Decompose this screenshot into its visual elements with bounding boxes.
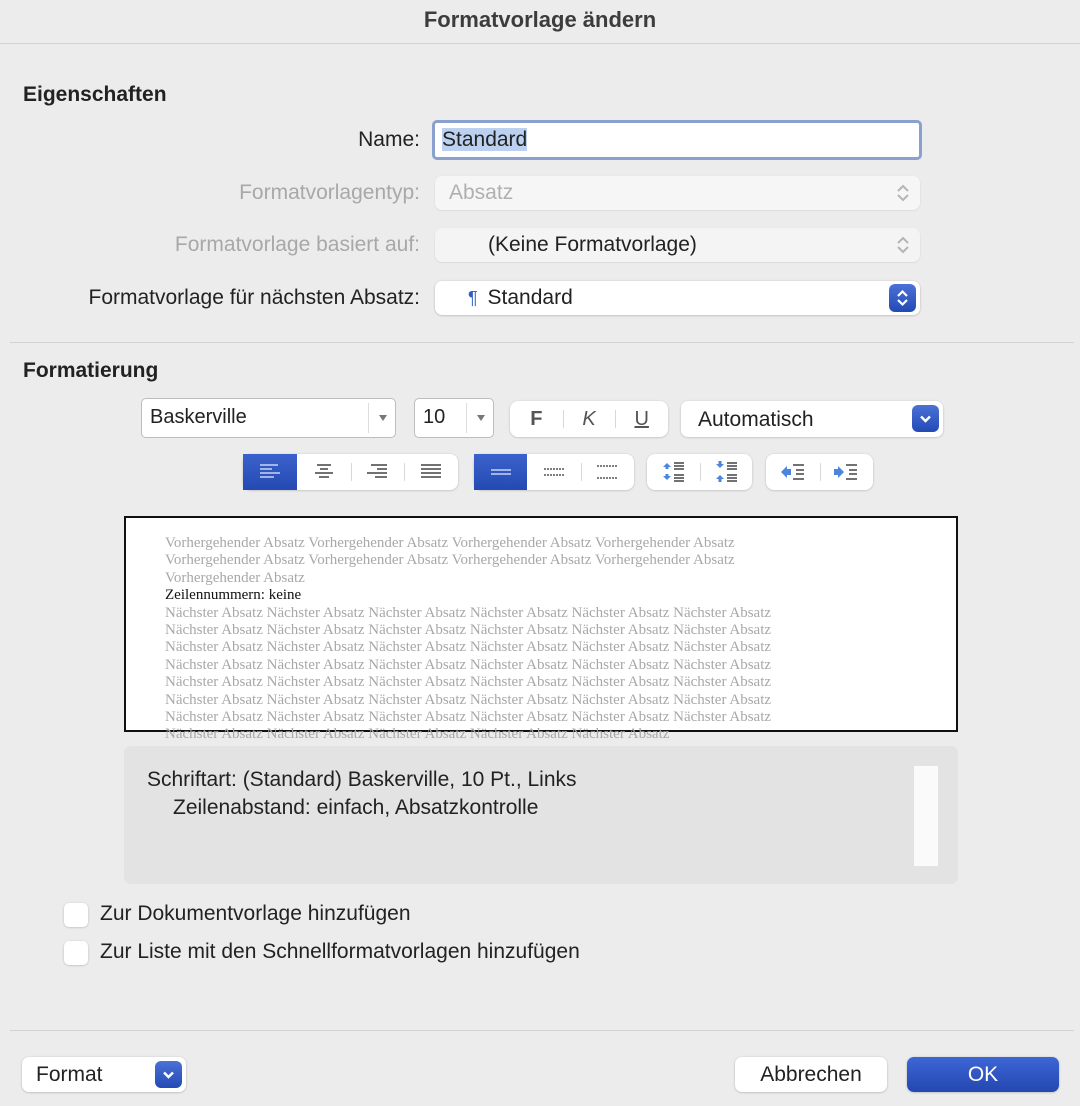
- next-style-select[interactable]: [435, 281, 920, 315]
- ok-button[interactable]: OK: [907, 1057, 1059, 1092]
- font-combobox[interactable]: [141, 398, 396, 438]
- add-to-template-label[interactable]: Zur Dokumentvorlage hinzufügen: [100, 902, 411, 925]
- align-justify-button[interactable]: [404, 454, 458, 490]
- preview-next-line: Nächster Absatz Nächster Absatz Nächster Absatz Nächster Absatz Nächster Absatz Nächster Absatz: [165, 691, 772, 708]
- line-spacing-onehalf-button[interactable]: [527, 454, 580, 490]
- increase-spacing-icon: [660, 460, 686, 484]
- name-input[interactable]: [432, 120, 922, 160]
- add-to-quick-styles-checkbox[interactable]: [64, 941, 88, 965]
- add-to-quick-styles-label[interactable]: Zur Liste mit den Schnellformatvorlagen hinzufügen: [100, 940, 580, 963]
- decrease-spacing-icon: [713, 460, 739, 484]
- italic-button[interactable]: [563, 401, 616, 437]
- line-spacing-single-button[interactable]: [474, 454, 527, 490]
- description-scrollbar[interactable]: [914, 766, 938, 866]
- font-style-group: [510, 401, 668, 437]
- cancel-button[interactable]: Abbrechen: [735, 1057, 887, 1092]
- style-type-value: Absatz: [449, 181, 514, 204]
- preview-next-line: Nächster Absatz Nächster Absatz Nächster Absatz Nächster Absatz Nächster Absatz Nächster Absatz: [165, 639, 772, 656]
- italic-icon: K: [582, 407, 596, 430]
- pilcrow-icon: ¶: [468, 288, 478, 308]
- style-preview: [124, 516, 958, 743]
- line-spacing-double-icon: [595, 464, 619, 480]
- font-color-select[interactable]: [681, 401, 943, 437]
- footer-divider: [10, 1030, 1074, 1031]
- font-value: Baskerville: [150, 406, 247, 428]
- preview-next-line: Nächster Absatz Nächster Absatz Nächster Absatz Nächster Absatz Nächster Absatz Nächster Absatz: [165, 604, 772, 621]
- updown-chevron-icon: [896, 183, 910, 203]
- description-line-1: Schriftart: (Standard) Baskerville, 10 Pt., Links: [147, 768, 577, 791]
- align-left-icon: [258, 463, 282, 481]
- font-size-combobox[interactable]: [414, 398, 494, 438]
- name-label: Name:: [358, 128, 420, 151]
- section-divider: [10, 342, 1074, 343]
- preview-next-line: Nächster Absatz Nächster Absatz Nächster Absatz Nächster Absatz Nächster Absatz Nächster Absatz: [165, 656, 772, 673]
- dropdown-arrow-icon[interactable]: [379, 415, 387, 421]
- chevron-down-icon: [912, 405, 939, 432]
- dropdown-arrow-icon[interactable]: [477, 415, 485, 421]
- decrease-indent-button[interactable]: [766, 454, 820, 490]
- preview-next-line: Nächster Absatz Nächster Absatz Nächster Absatz Nächster Absatz Nächster Absatz Nächster Absatz: [165, 674, 772, 691]
- based-on-value: (Keine Formatvorlage): [488, 233, 697, 256]
- add-to-template-checkbox[interactable]: [64, 903, 88, 927]
- preview-current-line: Zeilennummern: keine: [165, 587, 302, 604]
- underline-button[interactable]: [615, 401, 668, 437]
- alignment-group: [243, 454, 458, 490]
- font-size-value: 10: [423, 406, 446, 428]
- format-menu-label: Format: [36, 1063, 103, 1086]
- updown-chevron-icon: [889, 284, 916, 312]
- line-spacing-single-icon: [489, 465, 513, 479]
- underline-icon: U: [634, 407, 649, 430]
- paragraph-spacing-group: [647, 454, 752, 490]
- preview-previous-line: Vorhergehender Absatz Vorhergehender Absatz Vorhergehender Absatz Vorhergehender Absatz: [165, 552, 735, 569]
- line-spacing-group: [474, 454, 634, 490]
- align-justify-icon: [419, 463, 443, 481]
- indent-group: [766, 454, 873, 490]
- increase-indent-button[interactable]: [820, 454, 874, 490]
- section-title-formatting: Formatierung: [23, 359, 159, 382]
- style-description: [124, 746, 958, 884]
- based-on-select[interactable]: [435, 228, 920, 262]
- preview-next-line: Nächster Absatz Nächster Absatz Nächster Absatz Nächster Absatz Nächster Absatz Nächster Absatz: [165, 709, 772, 726]
- preview-next-line: Nächster Absatz Nächster Absatz Nächster Absatz Nächster Absatz Nächster Absatz Nächster Absatz: [165, 622, 772, 639]
- align-center-icon: [312, 463, 336, 481]
- next-style-value: Standard: [487, 286, 573, 309]
- description-line-2: Zeilenabstand: einfach, Absatzkontrolle: [173, 796, 539, 819]
- dialog-title: Formatvorlage ändern: [0, 0, 1080, 44]
- align-left-button[interactable]: [243, 454, 297, 490]
- increase-indent-icon: [832, 462, 860, 482]
- line-spacing-onehalf-icon: [542, 465, 566, 479]
- decrease-indent-icon: [779, 462, 807, 482]
- preview-previous-line: Vorhergehender Absatz Vorhergehender Absatz Vorhergehender Absatz Vorhergehender Absatz: [165, 535, 735, 551]
- align-right-button[interactable]: [351, 454, 405, 490]
- style-type-select[interactable]: [435, 176, 920, 210]
- increase-paragraph-spacing-button[interactable]: [647, 454, 700, 490]
- style-type-label: Formatvorlagentyp:: [239, 181, 420, 204]
- align-right-icon: [365, 463, 389, 481]
- align-center-button[interactable]: [297, 454, 351, 490]
- chevron-down-icon: [155, 1061, 182, 1088]
- bold-button[interactable]: [510, 401, 563, 437]
- decrease-paragraph-spacing-button[interactable]: [700, 454, 753, 490]
- next-style-label: Formatvorlage für nächsten Absatz:: [88, 286, 420, 309]
- bold-icon: F: [530, 407, 543, 430]
- preview-next-line: Nächster Absatz Nächster Absatz Nächster Absatz Nächster Absatz Nächster Absatz: [165, 726, 670, 743]
- based-on-label: Formatvorlage basiert auf:: [174, 233, 420, 256]
- preview-previous-line: Vorhergehender Absatz: [165, 569, 305, 586]
- section-title-properties: Eigenschaften: [23, 83, 167, 106]
- format-menu-button[interactable]: [22, 1057, 186, 1092]
- updown-chevron-icon: [896, 235, 910, 255]
- font-color-value: Automatisch: [698, 408, 814, 431]
- line-spacing-double-button[interactable]: [581, 454, 634, 490]
- name-input-value: Standard: [442, 128, 528, 151]
